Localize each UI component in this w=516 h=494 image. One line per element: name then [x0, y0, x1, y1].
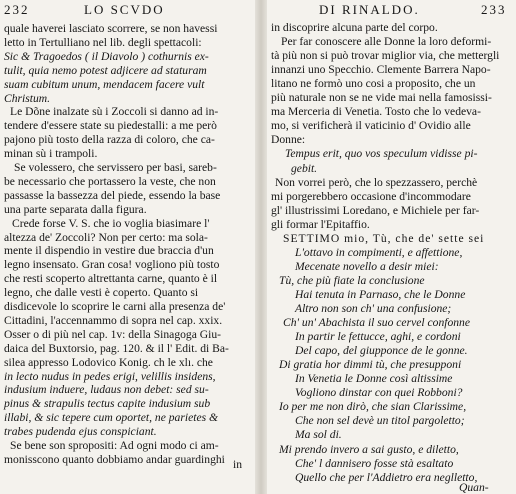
text-line: gl' illustrissimi Loredano, e Michiele per far-: [271, 203, 480, 217]
text-line: Non vorrei però, che lo spezzassero, perchè: [275, 175, 478, 189]
book-gutter: [255, 0, 267, 494]
text-line: tulit, quia nemo potest adjicere ad staturam: [4, 63, 207, 77]
page-number-left: 232: [4, 2, 30, 17]
page-number-right: 233: [481, 2, 507, 17]
text-line: più naturale non se ne vide mai nella famosissi-: [271, 91, 492, 105]
text-line: Donne:: [271, 133, 306, 147]
text-line: pajono più tosto della razza di coloro, che ca-: [4, 133, 215, 147]
right-page: [267, 0, 516, 494]
text-line: gebit.: [291, 161, 318, 175]
text-line: tà più non si può trovar miglior via, che mettergli: [271, 49, 500, 63]
text-line: Vogliono dinstar con quei Robboni?: [295, 386, 463, 400]
text-line: Per far conoscere alle Donne la loro deformi-: [281, 35, 492, 49]
text-line: SETTIMO mio, Tù, che de' sette sei: [283, 231, 485, 245]
text-line: una parte separata dalla figura.: [4, 202, 147, 216]
text-line: mi porgerebbero occasione d'incommodare: [271, 189, 471, 203]
text-line: Tù, che più fiate la conclusione: [279, 273, 425, 287]
text-line: Tempus erit, quo vos speculum vidisse pi-: [285, 147, 478, 161]
text-line: Ch' un' Abachista il suo cervel confonne: [283, 316, 470, 330]
text-line: quale haverei lasciato scorrere, se non havessi: [4, 22, 218, 35]
text-line: illabi, & sic tepere cum oportet, ne parietes &: [4, 411, 219, 425]
text-line: Crede forse V. S. che io voglia biasimare l': [12, 216, 210, 230]
text-line: Mi prendo invero a sai gusto, e diletto,: [279, 442, 459, 456]
text-line: Che non sel devè un titol pargoletto;: [295, 414, 465, 428]
text-line: legno insensato. Gran cosa! vogliono più tosto: [4, 258, 220, 272]
text-line: Altro non son ch' una confusione;: [295, 302, 452, 315]
text-line: ma Merceria di Venetia. Tosto che lo vedeva-: [271, 105, 481, 119]
text-line: minan sù i trampoli.: [4, 147, 98, 161]
text-line: In partir le fettucce, aghi, e cordoni: [295, 330, 461, 344]
text-line: Christum.: [4, 91, 51, 105]
text-line: Le Dõne inalzate sù i Zoccoli si danno ad in-: [10, 105, 219, 119]
text-line: monisscono quanto dobbiamo andar guardinghi: [4, 452, 225, 466]
text-line: pinus & strapulis tectus capite indusium sub: [4, 397, 211, 411]
running-head-right: DI RINALDO.: [319, 2, 420, 17]
text-line: Sic & Tragoedos ( il Diavolo ) cothurnis ex-: [4, 49, 209, 63]
text-line: innanzi uno Specchio. Clemente Barrera Napo-: [271, 63, 491, 77]
text-line: altezza de' Zoccoli? Non per certo: ma sola-: [4, 230, 208, 244]
text-line: gli formar l'Epitaffio.: [271, 217, 370, 231]
text-line: tendere d'essere state su piedestalli: a me però: [4, 119, 217, 133]
text-line: be necessario che portassero la veste, che non: [4, 174, 216, 188]
text-line: Ma sol di.: [295, 428, 342, 442]
catchword-left: in: [233, 458, 243, 471]
left-page: [0, 0, 255, 494]
text-line: Cittadini, l'accennammo di sopra nel cap. xxix.: [4, 313, 223, 327]
text-line: Se bene son spropositi: Ad ogni modo ci am-: [10, 439, 219, 452]
text-line: L'ottavo in compimenti, e affettione,: [295, 245, 463, 259]
running-head-left: LO SCVDO: [84, 2, 165, 17]
text-line: Io per me non dirò, che sian Clarissime,: [279, 400, 467, 414]
text-line: silea appresso Lodovico Konig. ch le xlı. che: [4, 355, 213, 369]
text-line: Del capo, del giupponce de le gonne.: [295, 344, 468, 358]
text-line: suam cubitum unum, mendacem facere vult: [4, 77, 205, 91]
text-line: letto in Tertulliano nel lib. degli spettacoli:: [4, 35, 202, 49]
text-line: legno, che dalle vesti è coperto. Quanto si: [4, 286, 199, 300]
text-line: Di gratia hor dimmi tù, che presupponi: [279, 358, 462, 372]
text-line: Mecenate novello a desir miei:: [295, 259, 439, 273]
text-line: litano ne formò uno cosi a proposito, che un: [271, 77, 476, 91]
text-line: Che' l dannisero fosse stà esaltato: [295, 456, 454, 470]
text-line: mo, si verificherà il vaticinio d' Ovidio alle: [271, 119, 471, 133]
text-line: in lecto nudus in pedes erigi, velillis insidens,: [4, 369, 216, 383]
text-line: In Venetia le Donne così altissime: [295, 372, 453, 386]
text-line: daica del Buxtorsio, pag. 120. & il l' Edit. di Ba-: [4, 341, 229, 355]
text-line: in discoprire alcuna parte del corpo.: [271, 21, 438, 34]
catchword-right: Quan-: [459, 481, 489, 494]
text-line: passasse la bassezza del piede, essendo la base: [4, 188, 221, 202]
text-line: Hai tenuta in Parnaso, che le Donne: [295, 287, 466, 301]
text-line: Osser o di più nel cap. 1v: della Sinagoga Giu-: [4, 327, 222, 341]
text-line: disdicevole lo scoprire le carni alla presenza de': [4, 300, 226, 313]
text-line: Quello che per l'Addietro era neglletto,: [295, 470, 478, 484]
text-line: trabes pudenda ejus conspiciant.: [4, 425, 157, 439]
text-line: indusium induere, ludaus non debet: sed su-: [4, 383, 209, 397]
text-line: mente il dispendio in vestire due braccia d'un: [4, 244, 214, 258]
text-line: Se volessero, che servissero per basi, sareb-: [14, 161, 217, 174]
text-line: che resti scoperto altrettanta carne, quanto è il: [4, 272, 218, 286]
